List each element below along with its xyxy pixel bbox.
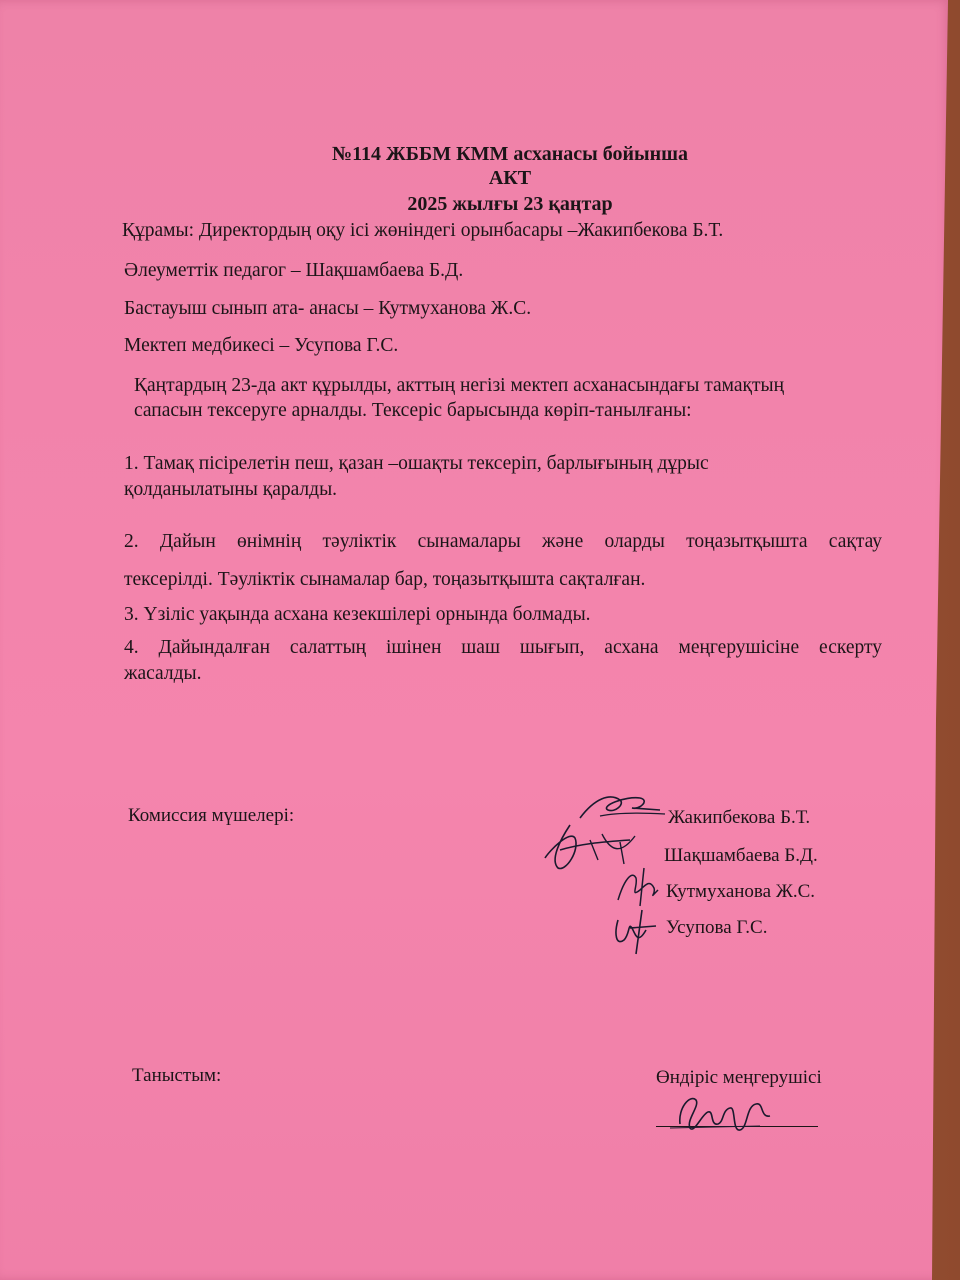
item-4-line-2: жасалды. [124,663,202,684]
commission-label: Комиссия мүшелері: [128,805,295,826]
intro-line-1: Қаңтардың 23-да акт құрылды, акттың негізі мектеп асханасындағы тамақтың [134,375,785,396]
composition-line-4: Мектеп медбикесі – Усупова Г.С. [124,335,399,356]
item-1-line-1: 1. Тамақ пісірелетін пеш, қазан –ошақты тексеріп, барлығының дұрыс [124,453,709,474]
manager-signature [660,1084,780,1144]
item-3: 3. Үзіліс уақында асхана кезекшілері орнында болмады. [124,604,591,625]
commission-member-2: Шақшамбаева Б.Д. [664,845,818,866]
composition-line-3: Бастауыш сынып ата- анасы – Кутмуханова Ж.С. [124,298,532,319]
document-date: 2025 жылғы 23 қаңтар [407,193,613,215]
commission-member-4: Усупова Г.С. [666,917,768,938]
item-2-line-2: тексерілді. Тәуліктік сынамалар бар, тоңазытқышта сақталған. [124,569,646,590]
document-type: АКТ [488,167,532,189]
item-4-line-1: 4. Дайындалған салаттың ішінен шаш шығып, асхана меңгерушісіне ескерту [124,637,882,658]
commission-member-1: Жакипбекова Б.Т. [668,807,811,828]
production-manager-label: Өндіріс меңгерушісі [656,1067,822,1088]
document-title: №114 ЖББМ КММ асханасы бойынша [332,143,688,165]
item-1-line-2: қолданылатыны қаралды. [124,479,338,500]
composition-line-2: Әлеуметтік педагог – Шақшамбаева Б.Д. [124,260,464,281]
intro-line-2: сапасын тексеруге арналды. Тексеріс барысында көріп-танылғаны: [134,400,692,421]
item-2-line-1: 2. Дайын өнімнің тәуліктік сынамалары және оларды тоңазытқышта сақтау [124,531,882,552]
commission-member-3: Кутмуханова Ж.С. [666,881,816,902]
composition-line-1: Құрамы: Директордың оқу ісі жөніндегі орынбасары –Жакипбекова Б.Т. [122,220,724,241]
acquainted-label: Таныстым: [132,1065,222,1086]
signature-4 [606,900,666,960]
